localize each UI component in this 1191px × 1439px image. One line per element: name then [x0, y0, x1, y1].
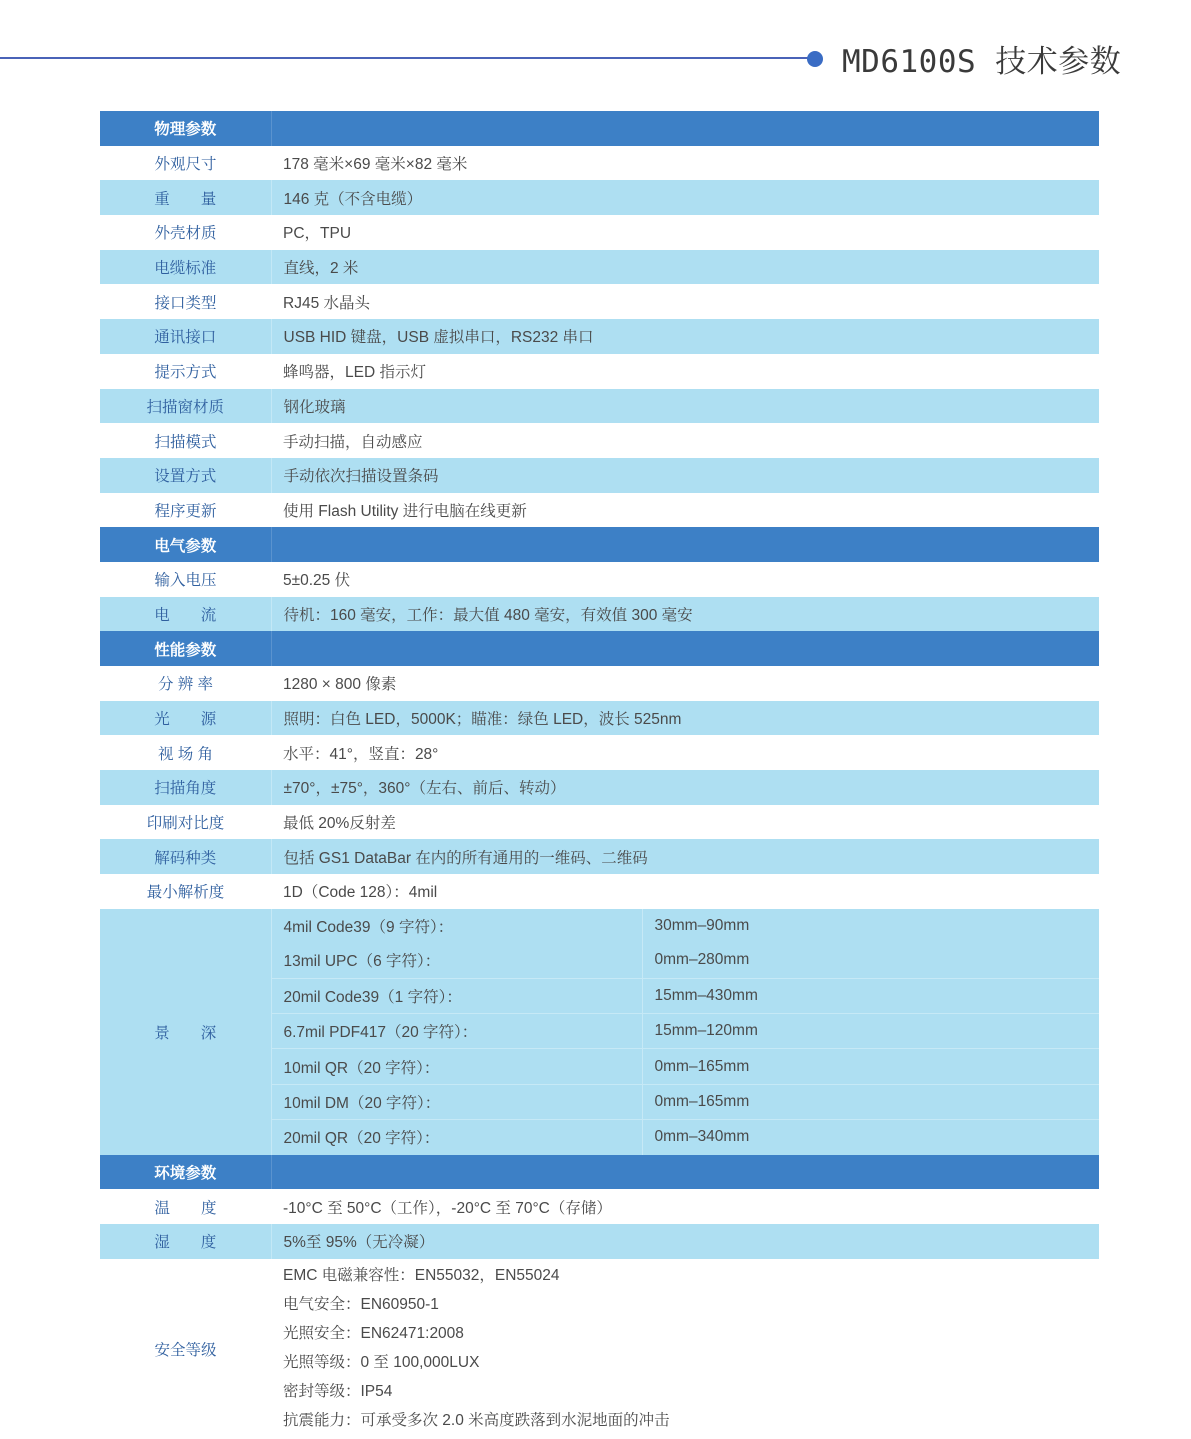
safety-line: 电气安全：EN60950-1: [283, 1295, 439, 1313]
spec-table: [100, 111, 1099, 1439]
safety-line: 光照等级：0 至 100,000LUX: [283, 1353, 480, 1371]
safety-values: [271, 1259, 1099, 1439]
row-value: PC，TPU: [271, 215, 1099, 250]
section-title: 环境参数: [100, 1155, 271, 1190]
row-value: 最低 20%反射差: [271, 805, 1099, 840]
safety-row: [100, 1259, 1099, 1439]
row-value: 蜂鸣器，LED 指示灯: [271, 354, 1099, 389]
section-title: 性能参数: [100, 631, 271, 666]
dof-label: 景 深: [100, 909, 271, 1155]
row-value: 1280 × 800 像素: [271, 666, 1099, 701]
table-row: [100, 389, 1099, 424]
dof-range: 0mm–165mm: [642, 1049, 1099, 1084]
section-title: 物理参数: [100, 111, 271, 146]
header-bullet-dot-icon: [807, 51, 823, 67]
row-label: 外壳材质: [100, 215, 271, 250]
row-value: 5±0.25 伏: [271, 562, 1099, 597]
dof-range: 0mm–165mm: [642, 1084, 1099, 1119]
table-row: [100, 1189, 1099, 1224]
dof-range: 15mm–430mm: [642, 978, 1099, 1013]
row-label: 扫描角度: [100, 770, 271, 805]
safety-line: EMC 电磁兼容性：EN55032，EN55024: [283, 1266, 560, 1284]
dof-symbol: 20mil Code39（1 字符）：: [271, 978, 642, 1013]
section-header-physical: [100, 111, 1099, 146]
row-label: 扫描模式: [100, 423, 271, 458]
row-label: 温 度: [100, 1189, 271, 1224]
table-row: [100, 423, 1099, 458]
row-label: 分 辨 率: [100, 666, 271, 701]
row-label: 通讯接口: [100, 319, 271, 354]
table-row: [100, 215, 1099, 250]
row-value: 钢化玻璃: [271, 389, 1099, 424]
dof-range: 30mm–90mm: [642, 909, 1099, 943]
table-row: [100, 735, 1099, 770]
row-value: 178 毫米×69 毫米×82 毫米: [271, 146, 1099, 181]
safety-label: 安全等级: [100, 1259, 271, 1439]
row-label: 最小解析度: [100, 874, 271, 909]
row-value: 手动依次扫描设置条码: [271, 458, 1099, 493]
section-header-performance: [100, 631, 1099, 666]
row-label: 电缆标准: [100, 250, 271, 285]
table-row: [100, 562, 1099, 597]
table-row: [100, 1224, 1099, 1259]
header-rule-line: [0, 57, 812, 59]
table-row: [100, 284, 1099, 319]
dof-range: 15mm–120mm: [642, 1013, 1099, 1048]
table-row: [100, 874, 1099, 909]
row-value: 手动扫描，自动感应: [271, 423, 1099, 458]
table-row: [100, 458, 1099, 493]
dof-symbol: 13mil UPC（6 字符）：: [271, 943, 642, 978]
row-value: 5%至 95%（无冷凝）: [271, 1224, 1099, 1259]
section-title: 电气参数: [100, 527, 271, 562]
table-row: [100, 770, 1099, 805]
row-value: USB HID 键盘，USB 虚拟串口，RS232 串口: [271, 319, 1099, 354]
row-value: 直线，2 米: [271, 250, 1099, 285]
row-value: 包括 GS1 DataBar 在内的所有通用的一维码、二维码: [271, 839, 1099, 874]
row-value: ±70°，±75°，360°（左右、前后、转动）: [271, 770, 1099, 805]
dof-row: [100, 909, 1099, 943]
table-row: [100, 250, 1099, 285]
row-label: 提示方式: [100, 354, 271, 389]
dof-symbol: 20mil QR（20 字符）：: [271, 1120, 642, 1155]
row-label: 重 量: [100, 180, 271, 215]
row-label: 输入电压: [100, 562, 271, 597]
row-label: 设置方式: [100, 458, 271, 493]
table-row: [100, 701, 1099, 736]
table-row: [100, 493, 1099, 528]
table-row: [100, 805, 1099, 840]
table-row: [100, 146, 1099, 181]
row-label: 电 流: [100, 597, 271, 632]
row-value: 1D（Code 128）：4mil: [271, 874, 1099, 909]
dof-range: 0mm–340mm: [642, 1120, 1099, 1155]
section-header-electrical: [100, 527, 1099, 562]
row-label: 外观尺寸: [100, 146, 271, 181]
dof-symbol: 10mil QR（20 字符）：: [271, 1049, 642, 1084]
dof-symbol: 4mil Code39（9 字符）：: [271, 909, 642, 943]
row-value: 使用 Flash Utility 进行电脑在线更新: [271, 493, 1099, 528]
table-row: [100, 597, 1099, 632]
row-label: 印刷对比度: [100, 805, 271, 840]
page-title: MD6100S 技术参数: [842, 44, 1122, 80]
row-value: 水平：41°，竖直：28°: [271, 735, 1099, 770]
safety-line: 光照安全：EN62471:2008: [283, 1324, 464, 1342]
row-value: -10°C 至 50°C（工作），-20°C 至 70°C（存储）: [271, 1189, 1099, 1224]
dof-range: 0mm–280mm: [642, 943, 1099, 978]
table-row: [100, 354, 1099, 389]
table-row: [100, 180, 1099, 215]
row-value: 照明：白色 LED，5000K；瞄准：绿色 LED，波长 525nm: [271, 701, 1099, 736]
row-value: 146 克（不含电缆）: [271, 180, 1099, 215]
row-label: 光 源: [100, 701, 271, 736]
safety-line: 密封等级：IP54: [283, 1382, 393, 1400]
table-row: [100, 666, 1099, 701]
dof-symbol: 10mil DM（20 字符）：: [271, 1084, 642, 1119]
row-label: 视 场 角: [100, 735, 271, 770]
row-value: 待机：160 毫安，工作：最大值 480 毫安，有效值 300 毫安: [271, 597, 1099, 632]
safety-line: 抗震能力：可承受多次 2.0 米高度跌落到水泥地面的冲击: [283, 1411, 670, 1429]
row-label: 扫描窗材质: [100, 389, 271, 424]
row-value: RJ45 水晶头: [271, 284, 1099, 319]
row-label: 解码种类: [100, 839, 271, 874]
row-label: 程序更新: [100, 493, 271, 528]
table-row: [100, 319, 1099, 354]
table-row: [100, 839, 1099, 874]
dof-symbol: 6.7mil PDF417（20 字符）：: [271, 1013, 642, 1048]
row-label: 接口类型: [100, 284, 271, 319]
section-header-environment: [100, 1155, 1099, 1190]
row-label: 湿 度: [100, 1224, 271, 1259]
